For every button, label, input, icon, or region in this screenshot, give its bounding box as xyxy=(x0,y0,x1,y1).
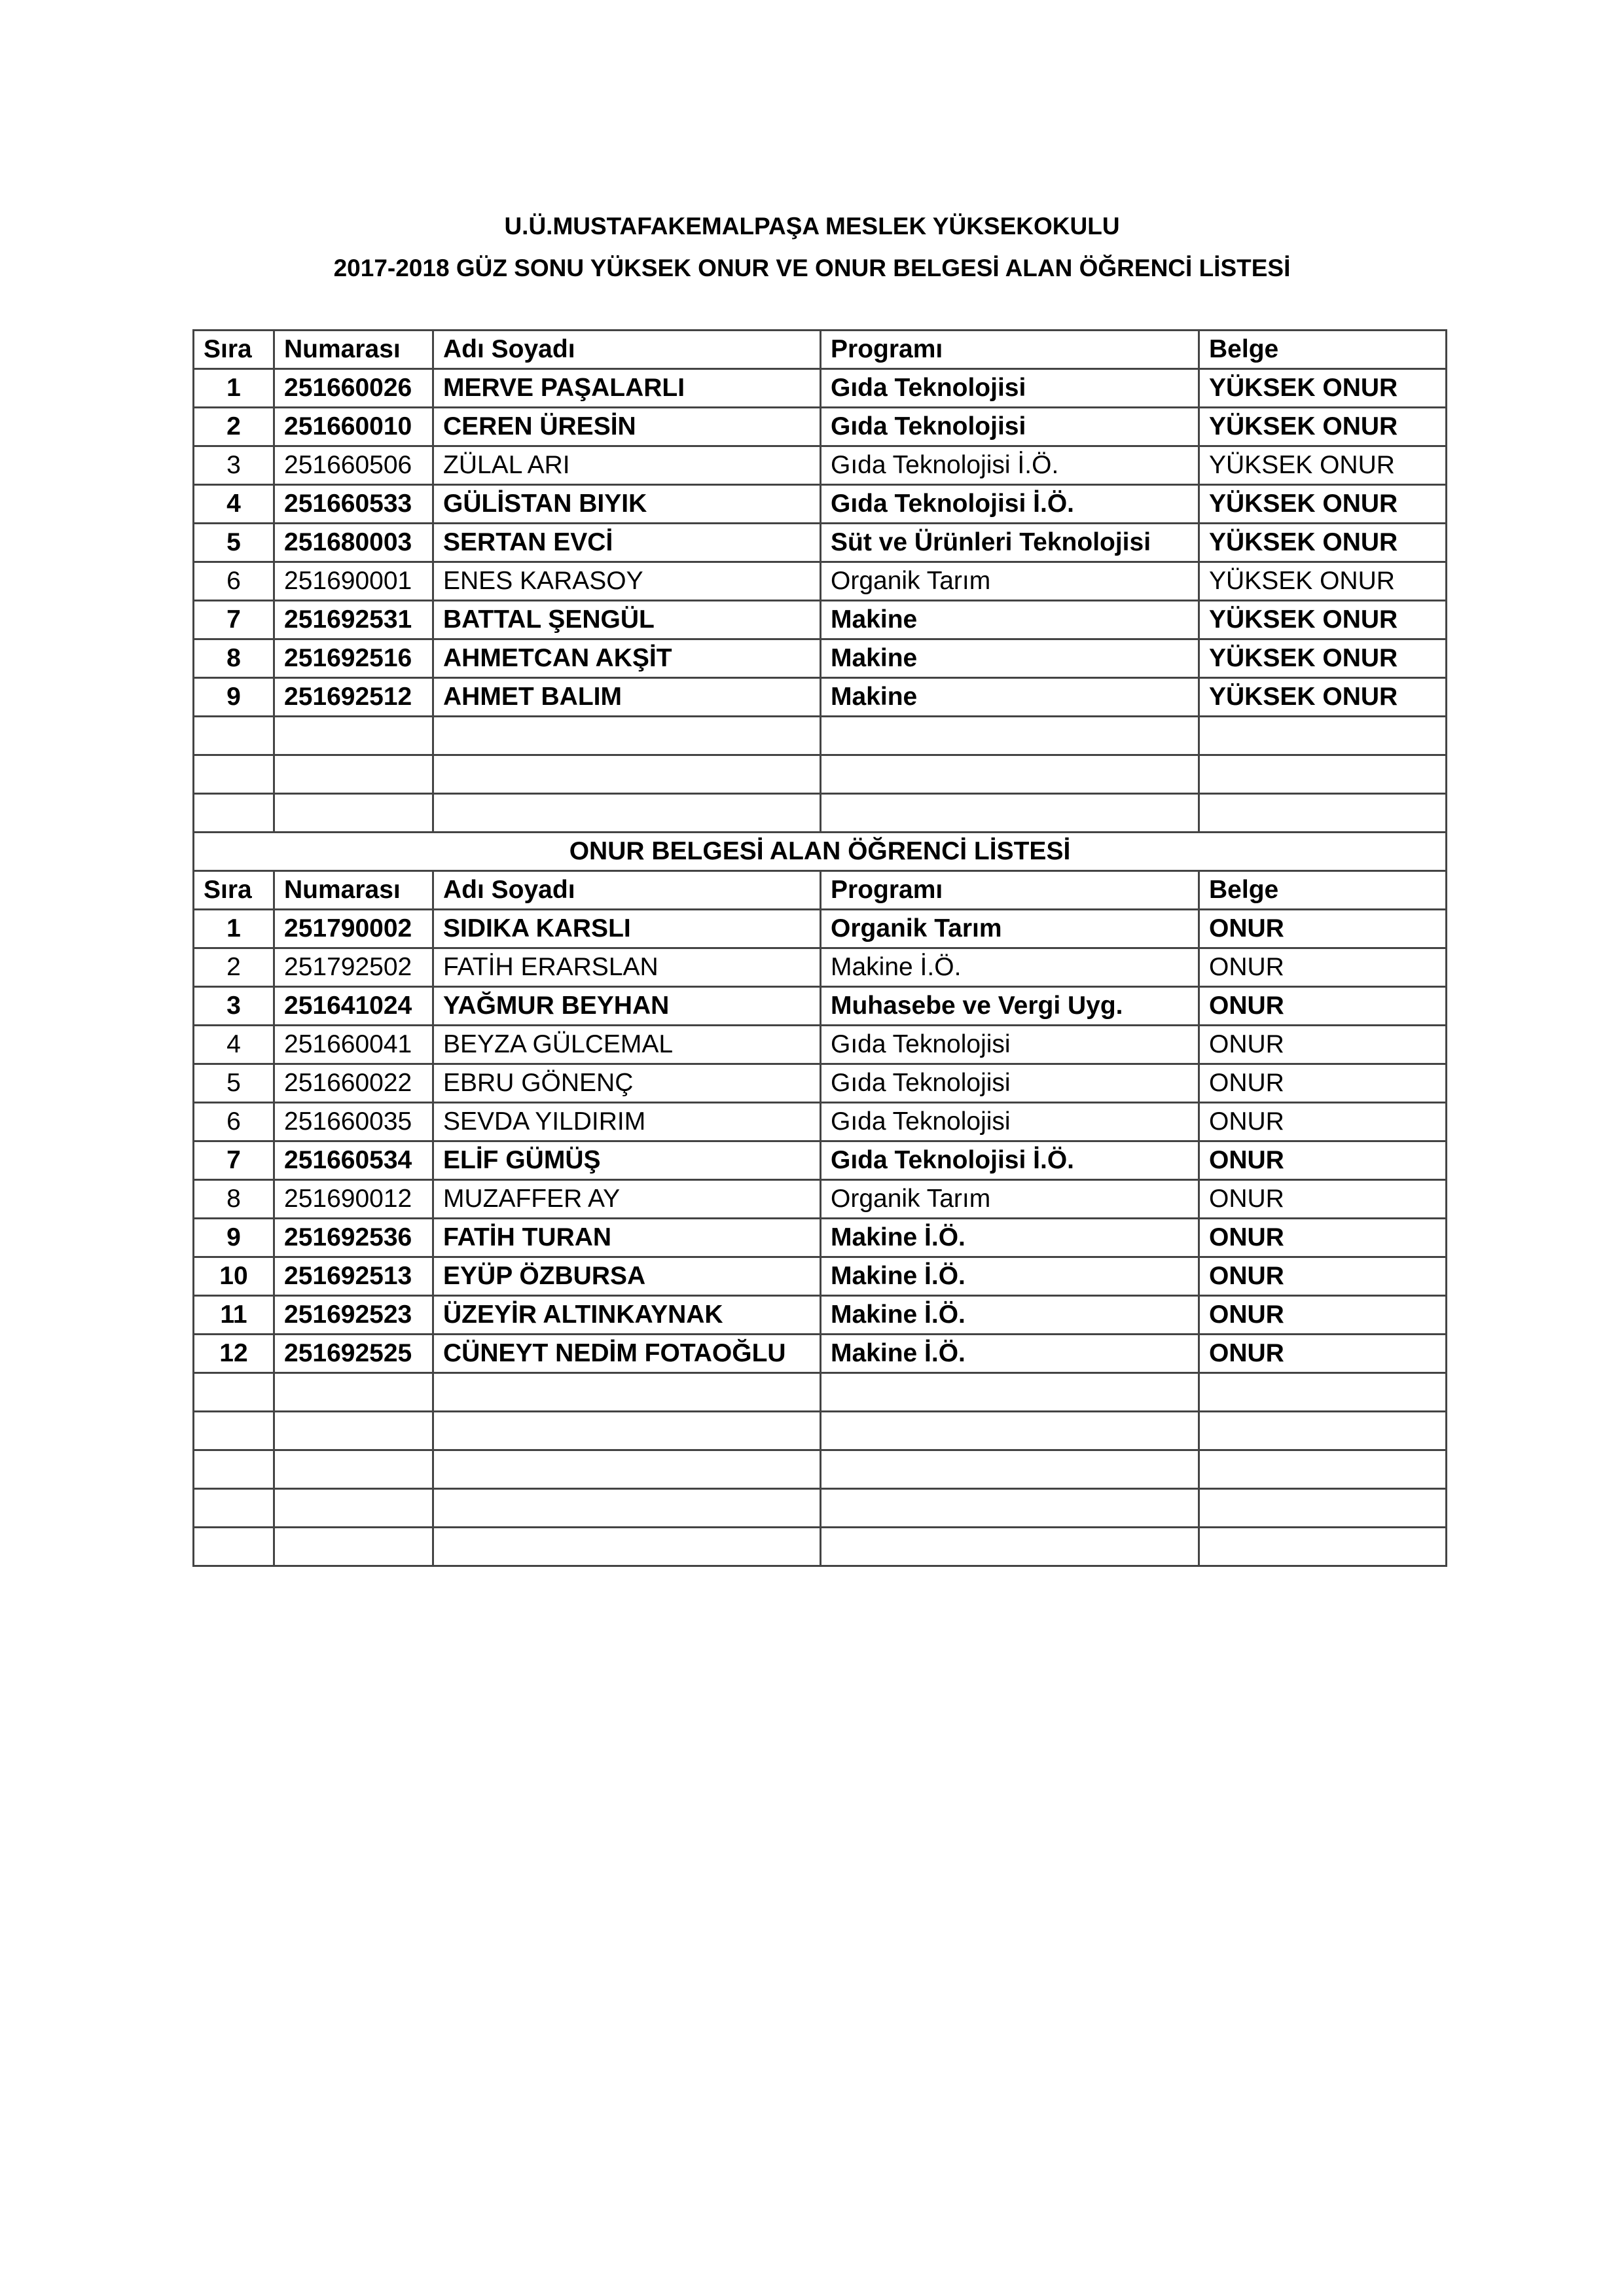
program-cell: Gıda Teknolojisi xyxy=(821,369,1199,408)
belge-cell: ONUR xyxy=(1199,1064,1447,1103)
empty-cell xyxy=(274,1528,433,1566)
onur-empty-row xyxy=(194,1373,1447,1412)
numara-cell: 251692531 xyxy=(274,601,433,639)
onur-row xyxy=(194,1180,1447,1219)
belge-cell: ONUR xyxy=(1199,1335,1447,1373)
belge-cell: YÜKSEK ONUR xyxy=(1199,639,1447,678)
yuksek-onur-row xyxy=(194,678,1447,717)
column-header-program: Programı xyxy=(821,331,1199,369)
ad-soyad-cell: YAĞMUR BEYHAN xyxy=(433,987,821,1026)
program-cell: Organik Tarım xyxy=(821,1180,1199,1219)
sira-cell: 10 xyxy=(194,1257,274,1296)
belge-cell: YÜKSEK ONUR xyxy=(1199,601,1447,639)
numara-cell: 251660035 xyxy=(274,1103,433,1141)
sira-cell: 3 xyxy=(194,446,274,485)
ad-soyad-cell: BEYZA GÜLCEMAL xyxy=(433,1026,821,1064)
numara-cell: 251690001 xyxy=(274,562,433,601)
empty-cell xyxy=(274,794,433,833)
ad-soyad-cell: SEVDA YILDIRIM xyxy=(433,1103,821,1141)
column-header-belge: Belge xyxy=(1199,871,1447,910)
program-cell: Makine İ.Ö. xyxy=(821,1296,1199,1335)
empty-cell xyxy=(1199,1373,1447,1412)
empty-cell xyxy=(194,1528,274,1566)
numara-cell: 251692523 xyxy=(274,1296,433,1335)
empty-cell xyxy=(1199,717,1447,755)
onur-row xyxy=(194,910,1447,948)
program-cell: Gıda Teknolojisi İ.Ö. xyxy=(821,446,1199,485)
program-cell: Makine İ.Ö. xyxy=(821,1219,1199,1257)
onur-header-row xyxy=(194,871,1447,910)
numara-cell: 251692516 xyxy=(274,639,433,678)
onur-empty-row xyxy=(194,1450,1447,1489)
numara-cell: 251680003 xyxy=(274,524,433,562)
belge-cell: YÜKSEK ONUR xyxy=(1199,408,1447,446)
ad-soyad-cell: MUZAFFER AY xyxy=(433,1180,821,1219)
empty-cell xyxy=(274,717,433,755)
belge-cell: ONUR xyxy=(1199,1257,1447,1296)
sira-cell: 4 xyxy=(194,1026,274,1064)
empty-cell xyxy=(194,1373,274,1412)
empty-cell xyxy=(433,1528,821,1566)
sira-cell: 8 xyxy=(194,639,274,678)
program-cell: Muhasebe ve Vergi Uyg. xyxy=(821,987,1199,1026)
onur-row xyxy=(194,1141,1447,1180)
document-subtitle: 2017-2018 GÜZ SONU YÜKSEK ONUR VE ONUR BELGESİ ALAN ÖĞRENCİ LİSTESİ xyxy=(333,255,1291,281)
onur-row xyxy=(194,1335,1447,1373)
yuksek-onur-empty-row xyxy=(194,794,1447,833)
yuksek-onur-row xyxy=(194,369,1447,408)
sira-cell: 1 xyxy=(194,369,274,408)
empty-cell xyxy=(433,1450,821,1489)
ad-soyad-cell: AHMET BALIM xyxy=(433,678,821,717)
ad-soyad-cell: ZÜLAL ARI xyxy=(433,446,821,485)
program-cell: Makine İ.Ö. xyxy=(821,948,1199,987)
empty-cell xyxy=(821,794,1199,833)
column-header-program: Programı xyxy=(821,871,1199,910)
empty-cell xyxy=(433,794,821,833)
program-cell: Gıda Teknolojisi xyxy=(821,1064,1199,1103)
column-header-ad: Adı Soyadı xyxy=(433,331,821,369)
ad-soyad-cell: EYÜP ÖZBURSA xyxy=(433,1257,821,1296)
sira-cell: 5 xyxy=(194,524,274,562)
empty-cell xyxy=(1199,794,1447,833)
empty-cell xyxy=(194,1412,274,1450)
column-header-belge: Belge xyxy=(1199,331,1447,369)
empty-cell xyxy=(194,1489,274,1528)
belge-cell: ONUR xyxy=(1199,948,1447,987)
empty-cell xyxy=(194,755,274,794)
program-cell: Makine xyxy=(821,601,1199,639)
numara-cell: 251660010 xyxy=(274,408,433,446)
empty-cell xyxy=(274,1373,433,1412)
student-list-body xyxy=(194,331,1447,1566)
program-cell: Gıda Teknolojisi xyxy=(821,1103,1199,1141)
numara-cell: 251692512 xyxy=(274,678,433,717)
sira-cell: 3 xyxy=(194,987,274,1026)
ad-soyad-cell: ÜZEYİR ALTINKAYNAK xyxy=(433,1296,821,1335)
column-header-ad: Adı Soyadı xyxy=(433,871,821,910)
empty-cell xyxy=(821,1489,1199,1528)
empty-cell xyxy=(821,1528,1199,1566)
onur-row xyxy=(194,1103,1447,1141)
sira-cell: 12 xyxy=(194,1335,274,1373)
belge-cell: ONUR xyxy=(1199,1219,1447,1257)
numara-cell: 251660022 xyxy=(274,1064,433,1103)
sira-cell: 7 xyxy=(194,601,274,639)
program-cell: Gıda Teknolojisi İ.Ö. xyxy=(821,1141,1199,1180)
ad-soyad-cell: ELİF GÜMÜŞ xyxy=(433,1141,821,1180)
empty-cell xyxy=(194,794,274,833)
numara-cell: 251792502 xyxy=(274,948,433,987)
ad-soyad-cell: SIDIKA KARSLI xyxy=(433,910,821,948)
yuksek-onur-empty-row xyxy=(194,717,1447,755)
program-cell: Gıda Teknolojisi xyxy=(821,408,1199,446)
onur-row xyxy=(194,987,1447,1026)
empty-cell xyxy=(1199,1489,1447,1528)
document-title: U.Ü.MUSTAFAKEMALPAŞA MESLEK YÜKSEKOKULU xyxy=(504,213,1120,240)
ad-soyad-cell: FATİH ERARSLAN xyxy=(433,948,821,987)
sira-cell: 7 xyxy=(194,1141,274,1180)
sira-cell: 5 xyxy=(194,1064,274,1103)
program-cell: Organik Tarım xyxy=(821,910,1199,948)
empty-cell xyxy=(1199,755,1447,794)
numara-cell: 251641024 xyxy=(274,987,433,1026)
ad-soyad-cell: BATTAL ŞENGÜL xyxy=(433,601,821,639)
belge-cell: YÜKSEK ONUR xyxy=(1199,562,1447,601)
empty-cell xyxy=(194,717,274,755)
empty-cell xyxy=(1199,1412,1447,1450)
empty-cell xyxy=(821,1373,1199,1412)
numara-cell: 251690012 xyxy=(274,1180,433,1219)
column-header-numara: Numarası xyxy=(274,331,433,369)
ad-soyad-cell: CEREN ÜRESİN xyxy=(433,408,821,446)
column-header-sira: Sıra xyxy=(194,871,274,910)
empty-cell xyxy=(194,1450,274,1489)
ad-soyad-cell: FATİH TURAN xyxy=(433,1219,821,1257)
program-cell: Gıda Teknolojisi İ.Ö. xyxy=(821,485,1199,524)
onur-row xyxy=(194,1219,1447,1257)
belge-cell: ONUR xyxy=(1199,987,1447,1026)
empty-cell xyxy=(1199,1450,1447,1489)
sira-cell: 9 xyxy=(194,1219,274,1257)
onur-row xyxy=(194,948,1447,987)
sira-cell: 6 xyxy=(194,562,274,601)
ad-soyad-cell: AHMETCAN AKŞİT xyxy=(433,639,821,678)
belge-cell: ONUR xyxy=(1199,1026,1447,1064)
program-cell: Organik Tarım xyxy=(821,562,1199,601)
onur-empty-row xyxy=(194,1528,1447,1566)
program-cell: Gıda Teknolojisi xyxy=(821,1026,1199,1064)
yuksek-onur-row xyxy=(194,524,1447,562)
yuksek-onur-header-row xyxy=(194,331,1447,369)
belge-cell: ONUR xyxy=(1199,1296,1447,1335)
column-header-numara: Numarası xyxy=(274,871,433,910)
yuksek-onur-row xyxy=(194,601,1447,639)
numara-cell: 251692536 xyxy=(274,1219,433,1257)
sira-cell: 2 xyxy=(194,948,274,987)
onur-section-title-row xyxy=(194,833,1447,871)
yuksek-onur-row xyxy=(194,485,1447,524)
belge-cell: ONUR xyxy=(1199,1103,1447,1141)
ad-soyad-cell: MERVE PAŞALARLI xyxy=(433,369,821,408)
numara-cell: 251692513 xyxy=(274,1257,433,1296)
empty-cell xyxy=(433,1489,821,1528)
onur-row xyxy=(194,1257,1447,1296)
belge-cell: YÜKSEK ONUR xyxy=(1199,678,1447,717)
ad-soyad-cell: SERTAN EVCİ xyxy=(433,524,821,562)
column-header-sira: Sıra xyxy=(194,331,274,369)
sira-cell: 11 xyxy=(194,1296,274,1335)
program-cell: Makine İ.Ö. xyxy=(821,1335,1199,1373)
sira-cell: 8 xyxy=(194,1180,274,1219)
empty-cell xyxy=(433,755,821,794)
belge-cell: ONUR xyxy=(1199,1141,1447,1180)
ad-soyad-cell: CÜNEYT NEDİM FOTAOĞLU xyxy=(433,1335,821,1373)
numara-cell: 251660533 xyxy=(274,485,433,524)
belge-cell: YÜKSEK ONUR xyxy=(1199,446,1447,485)
empty-cell xyxy=(274,755,433,794)
belge-cell: YÜKSEK ONUR xyxy=(1199,369,1447,408)
sira-cell: 4 xyxy=(194,485,274,524)
ad-soyad-cell: EBRU GÖNENÇ xyxy=(433,1064,821,1103)
yuksek-onur-empty-row xyxy=(194,755,1447,794)
numara-cell: 251692525 xyxy=(274,1335,433,1373)
empty-cell xyxy=(821,755,1199,794)
program-cell: Makine xyxy=(821,639,1199,678)
empty-cell xyxy=(274,1489,433,1528)
empty-cell xyxy=(1199,1528,1447,1566)
empty-cell xyxy=(433,1373,821,1412)
program-cell: Süt ve Ürünleri Teknolojisi xyxy=(821,524,1199,562)
onur-row xyxy=(194,1026,1447,1064)
program-cell: Makine xyxy=(821,678,1199,717)
empty-cell xyxy=(433,717,821,755)
belge-cell: YÜKSEK ONUR xyxy=(1199,524,1447,562)
onur-row xyxy=(194,1296,1447,1335)
ad-soyad-cell: GÜLİSTAN BIYIK xyxy=(433,485,821,524)
yuksek-onur-row xyxy=(194,408,1447,446)
sira-cell: 2 xyxy=(194,408,274,446)
numara-cell: 251660534 xyxy=(274,1141,433,1180)
empty-cell xyxy=(821,1412,1199,1450)
sira-cell: 6 xyxy=(194,1103,274,1141)
sira-cell: 9 xyxy=(194,678,274,717)
numara-cell: 251660506 xyxy=(274,446,433,485)
ad-soyad-cell: ENES KARASOY xyxy=(433,562,821,601)
onur-empty-row xyxy=(194,1489,1447,1528)
onur-empty-row xyxy=(194,1412,1447,1450)
empty-cell xyxy=(274,1450,433,1489)
numara-cell: 251790002 xyxy=(274,910,433,948)
student-list-table xyxy=(192,329,1447,1567)
empty-cell xyxy=(821,717,1199,755)
belge-cell: ONUR xyxy=(1199,910,1447,948)
empty-cell xyxy=(433,1412,821,1450)
onur-section-title: ONUR BELGESİ ALAN ÖĞRENCİ LİSTESİ xyxy=(194,833,1447,871)
program-cell: Makine İ.Ö. xyxy=(821,1257,1199,1296)
onur-row xyxy=(194,1064,1447,1103)
belge-cell: ONUR xyxy=(1199,1180,1447,1219)
numara-cell: 251660026 xyxy=(274,369,433,408)
empty-cell xyxy=(821,1450,1199,1489)
yuksek-onur-row xyxy=(194,562,1447,601)
yuksek-onur-row xyxy=(194,639,1447,678)
sira-cell: 1 xyxy=(194,910,274,948)
numara-cell: 251660041 xyxy=(274,1026,433,1064)
yuksek-onur-row xyxy=(194,446,1447,485)
empty-cell xyxy=(274,1412,433,1450)
belge-cell: YÜKSEK ONUR xyxy=(1199,485,1447,524)
